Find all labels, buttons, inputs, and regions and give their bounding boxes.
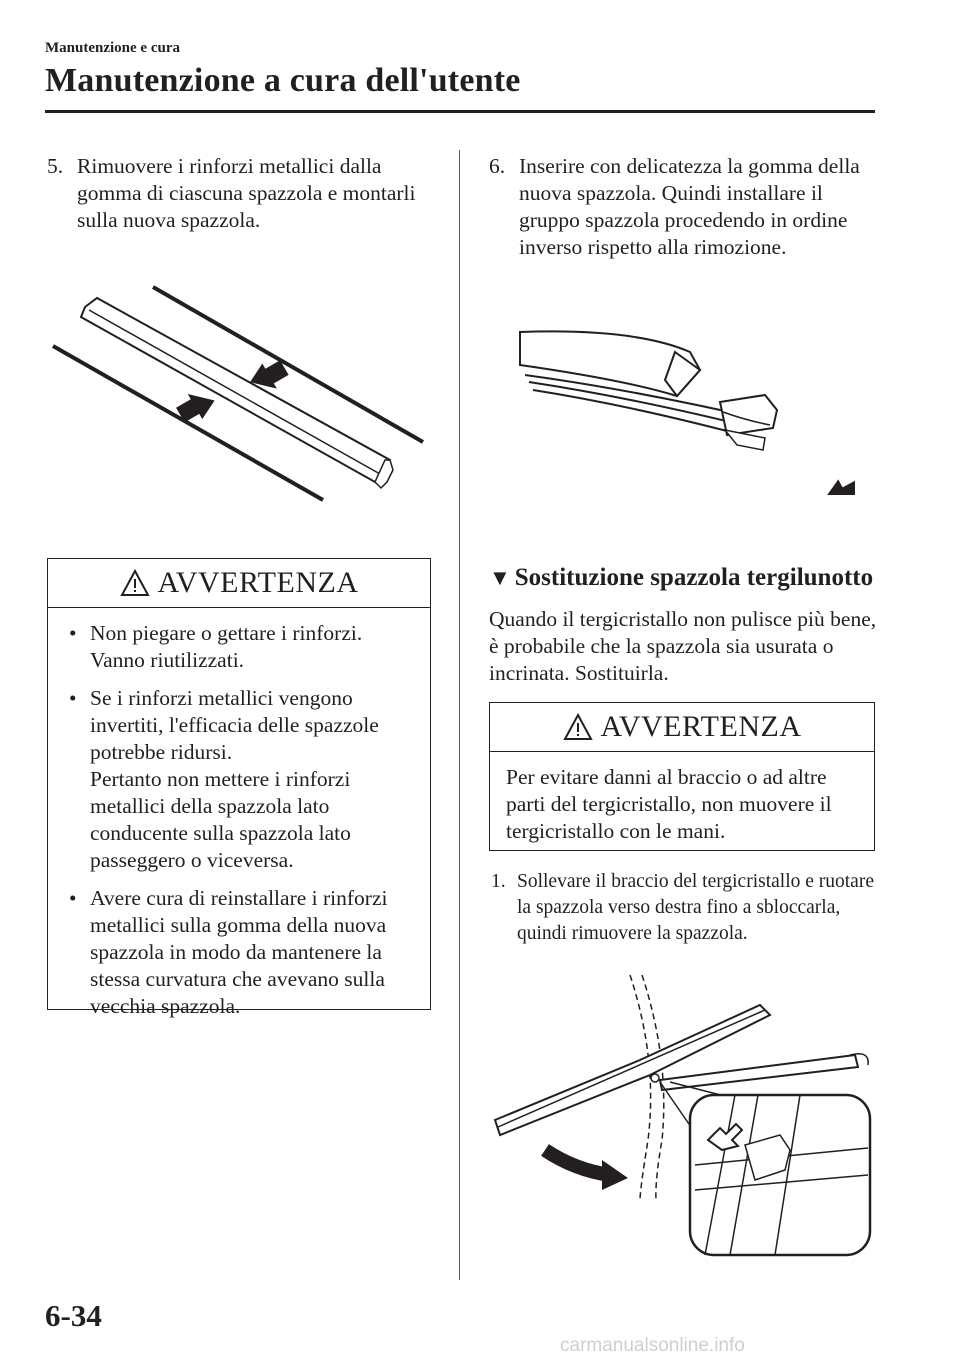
warning-header: [48, 559, 430, 608]
warning-bullet: • Non piegare o gettare i rinforzi. Vanno riutilizzati.: [69, 621, 363, 672]
step-number: 1.: [491, 871, 506, 892]
warning-bullet: • Se i rinforzi metallici vengono invertiti, l'efficacia delle spazzole potrebbe ridursi. Pertanto non mettere i rinforzi metallici della spazzola lato conducente sulla spazzola lato passeggero o viceversa.: [69, 686, 379, 872]
warning-box-left: [47, 558, 431, 1018]
bullet-text-extra: Pertanto non mettere i rinforzi metallici della spazzola lato conducente sulla spazzola lato passeggero o viceversa.: [90, 767, 351, 872]
step-number: 6.: [489, 154, 506, 178]
warning-triangle-icon: [563, 713, 593, 741]
warning-title: AVVERTENZA: [157, 566, 359, 599]
warning-box-right: [489, 702, 875, 851]
step-text: Rimuovere i rinforzi metallici dalla gomma di ciascuna spazzola e montarli sulla nuova spazzola.: [77, 154, 416, 232]
wiper-blade-rubber-and-metal-strips-icon: [45, 270, 435, 520]
step-text: Inserire con delicatezza la gomma della nuova spazzola. Quindi installare il gruppo spazzola procedendo in ordine inverso rispetto alla rimozione.: [519, 154, 860, 259]
bullet-text: Avere cura di reinstallare i rinforzi metallici sulla gomma della nuova spazzola in modo da mantenere la stessa curvatura che avevano sulla vecchia spazzola.: [90, 886, 388, 1018]
intro-paragraph: Quando il tergicristallo non pulisce più bene, è probabile che la spazzola sia usurata o incrinata. Sostituirla.: [489, 607, 877, 685]
wiper-blade-insert-icon: [515, 320, 855, 495]
step-text: Sollevare il braccio del tergicristallo e ruotare la spazzola verso destra fino a sbloccarla, quindi rimuovere la spazzola.: [517, 871, 874, 944]
section-marker-icon: ▼: [489, 565, 511, 590]
step-5: [47, 153, 432, 234]
column-divider: [459, 150, 460, 1280]
bullet-text: Non piegare o gettare i rinforzi. Vanno riutilizzati.: [90, 621, 363, 672]
warning-text: Per evitare danni al braccio o ad altre parti del tergicristallo, non muovere il tergicristallo con le mani.: [506, 765, 832, 843]
step-number: 5.: [47, 154, 64, 178]
warning-bullet: • Avere cura di reinstallare i rinforzi metallici sulla gomma della nuova spazzola in modo da mantenere la stessa curvatura che avevano sulla vecchia spazzola.: [69, 886, 388, 1018]
watermark: carmanualsonline.info: [560, 1335, 745, 1356]
bullet-text: Se i rinforzi metallici vengono invertiti, l'efficacia delle spazzole potrebbe ridursi.: [90, 686, 379, 764]
page-number: 6-34: [45, 1298, 102, 1333]
warning-header: [490, 703, 874, 752]
page-title: Manutenzione a cura dell'utente: [45, 62, 521, 99]
title-rule: [45, 110, 875, 113]
step-6: [489, 153, 879, 261]
warning-title: AVVERTENZA: [600, 710, 802, 743]
subheading-text: Sostituzione spazzola tergilunotto: [514, 564, 874, 591]
subheading: [489, 564, 873, 592]
warning-triangle-icon: [120, 569, 150, 597]
step-1: [491, 869, 881, 947]
rear-wiper-removal-icon: [490, 970, 875, 1260]
section-label: Manutenzione e cura: [45, 40, 180, 56]
